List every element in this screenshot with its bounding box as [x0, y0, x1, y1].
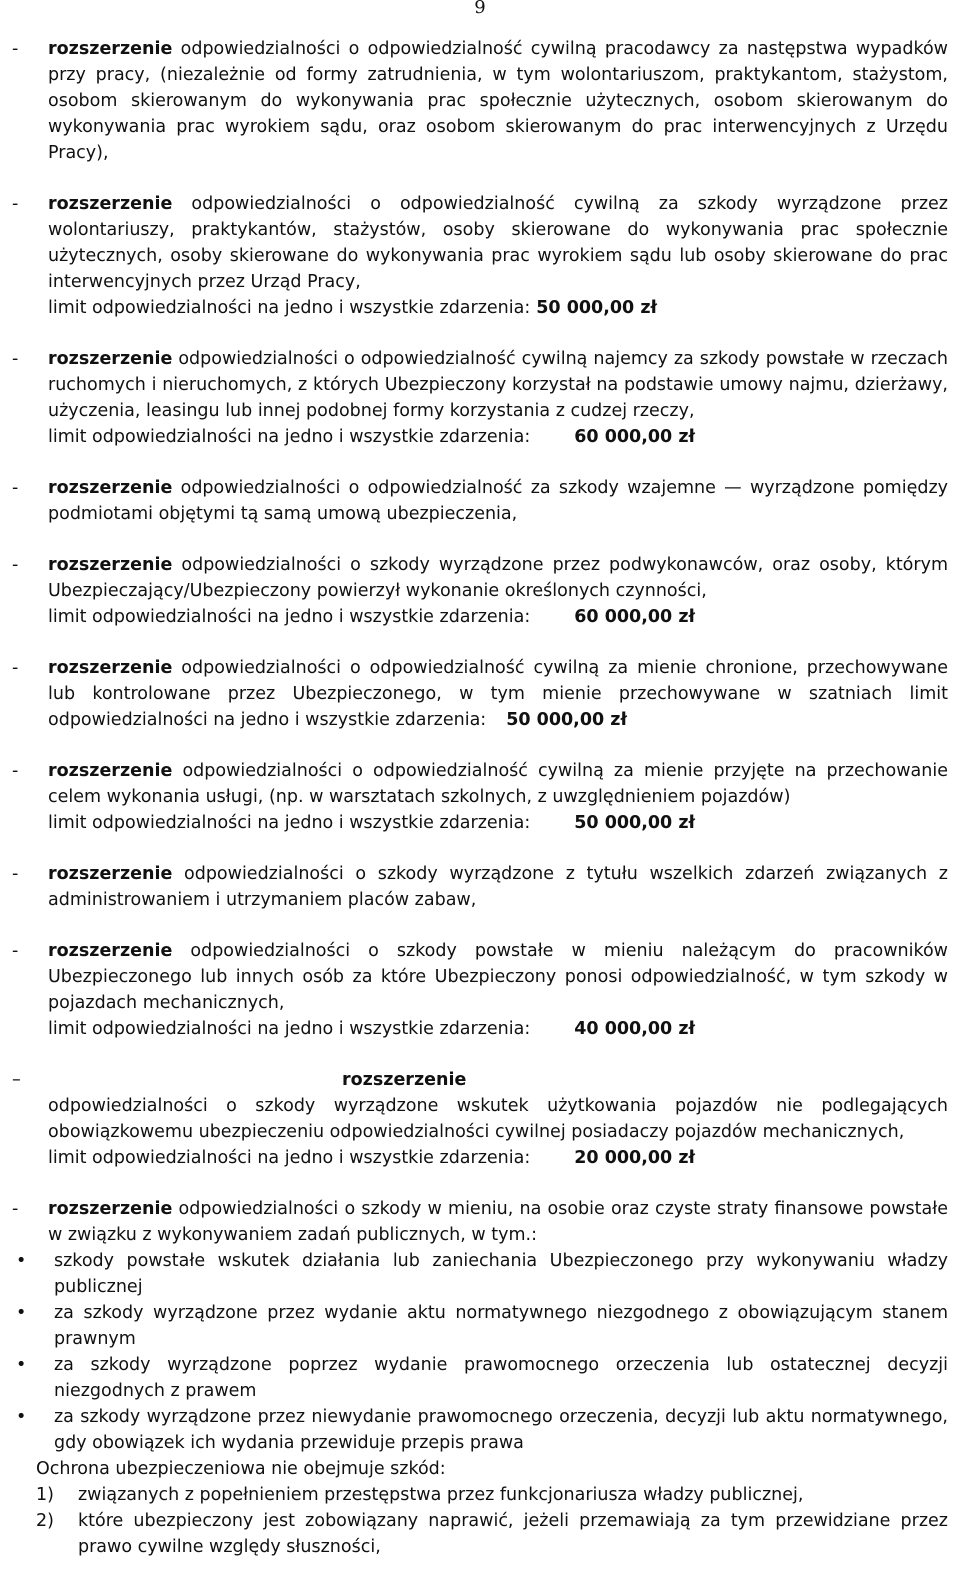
limit-line [48, 604, 948, 630]
list-item [12, 552, 948, 630]
dash-marker: - [12, 194, 19, 214]
dash-marker: - [12, 658, 19, 678]
list-item [12, 191, 948, 321]
entry-text: odpowiedzialności o odpowiedzialność cywilną pracodawcy za następstwa wypadków przy pracy, (niezależnie od formy zatrudnienia, w tym wolontariuszom, praktykantom, stażystom, osobom skierowanym do wykonywania prac społecznie użytecznych, osobom skierowanym do wykonywania prac wyrokiem sądu, oraz osobom skierowanym do prac interwencyjnych z Urzędu Pracy), [48, 39, 948, 163]
entry-text: odpowiedzialności o szkody w mieniu, na osobie oraz czyste straty finansowe powstałe w związku z wykonywaniem zadań publicznych, w tym.: [48, 1199, 948, 1245]
entry-text: odpowiedzialności o szkody wyrządzone z tytułu wszelkich zdarzeń związanych z administrowaniem i utrzymaniem placów zabaw, [48, 864, 948, 910]
document-body [12, 36, 948, 1560]
limit-line [48, 810, 948, 836]
keyword: rozszerzenie [48, 658, 173, 678]
dash-marker: - [12, 864, 19, 884]
list-item [12, 861, 948, 913]
dash-marker: - [12, 39, 19, 59]
entry-text: odpowiedzialności o odpowiedzialność cywilną za mienie chronione, przechowywane lub kontrolowane przez Ubezpieczonego, w tym mienie przechowywane w szatniach [48, 658, 948, 704]
list-item [12, 36, 948, 166]
limit-amount: 50 000,00 zł [574, 813, 695, 833]
list-item [12, 655, 948, 733]
entry-text: odpowiedzialności o szkody powstałe w mieniu należącym do pracowników Ubezpieczonego lub innych osób za które Ubezpieczony ponosi odpowiedzialność, w tym szkody w pojazdach mechanicznych, [48, 941, 948, 1013]
limit-label: limit odpowiedzialności na jedno i wszystkie zdarzenia: [48, 684, 948, 730]
entry-text: odpowiedzialności o odpowiedzialność cywilną za mienie przyjęte na przechowanie celem wykonania usługi, (np. w warsztatach szkolnych, z uwzględnieniem pojazdów) [48, 761, 948, 807]
dash-marker: - [12, 761, 19, 781]
limit-line [48, 295, 948, 321]
keyword: rozszerzenie [48, 478, 173, 498]
list-item [12, 475, 948, 527]
exclusion-item [36, 1482, 948, 1508]
list-item [12, 938, 948, 1042]
bullet-item: • za szkody wyrządzone poprzez wydanie prawomocnego orzeczenia lub ostatecznej decyzji niezgodnych z prawem [12, 1352, 948, 1404]
limit-amount: 50 000,00 zł [506, 710, 627, 730]
limit-amount: 40 000,00 zł [574, 1019, 695, 1039]
limit-amount: 60 000,00 zł [574, 427, 695, 447]
dash-marker: - [12, 941, 19, 961]
dash-marker: – [12, 1070, 21, 1090]
limit-label: limit odpowiedzialności na jedno i wszystkie zdarzenia: [48, 298, 531, 318]
exclusion-item [36, 1508, 948, 1560]
keyword: rozszerzenie [48, 194, 173, 214]
entry-text: odpowiedzialności o szkody wyrządzone przez podwykonawców, oraz osoby, którym Ubezpieczający/Ubezpieczony powierzył wykonanie określonych czynności, [48, 555, 948, 601]
entry-text: odpowiedzialności o odpowiedzialność cywilną za szkody wyrządzone przez wolontariuszy, praktykantów, stażystów, osoby skierowane do wykonywania prac społecznie użytecznych, osoby skierowane do wykonywania prac wyrokiem sądu lub osoby skierowane do prac interwencyjnych przez Urząd Pracy, [48, 194, 948, 292]
keyword: rozszerzenie [48, 1199, 173, 1219]
keyword: rozszerzenie [48, 349, 173, 369]
entry-text: odpowiedzialności o odpowiedzialność cywilną najemcy za szkody powstałe w rzeczach ruchomych i nieruchomych, z których Ubezpieczony korzystał na podstawie umowy najmu, dzierżawy, użyczenia, leasingu lub innej podobnej formy korzystania z cudzej rzeczy, [48, 349, 948, 421]
limit-line [48, 1016, 948, 1042]
dash-marker: - [12, 349, 19, 369]
bullet-item: • za szkody wyrządzone przez niewydanie prawomocnego orzeczenia, decyzji lub aktu normatywnego, gdy obowiązek ich wydania przewiduje przepis prawa [12, 1404, 948, 1456]
limit-line [48, 1145, 948, 1171]
entry-text: odpowiedzialności o szkody wyrządzone wskutek użytkowania pojazdów nie podlegających obowiązkowemu ubezpieczeniu odpowiedzialności cywilnej posiadaczy pojazdów mechanicznych, [48, 1096, 948, 1142]
limit-amount: 50 000,00 zł [536, 298, 657, 318]
list-item [12, 758, 948, 836]
list-item [12, 1196, 948, 1456]
page-number: 9 [474, 0, 486, 18]
bullet-item: • szkody powstałe wskutek działania lub zaniechania Ubezpieczonego przy wykonywaniu władzy publicznej [12, 1248, 948, 1300]
dash-marker: - [12, 478, 19, 498]
dash-marker: - [12, 555, 19, 575]
keyword: rozszerzenie [48, 555, 173, 575]
list-item [12, 1067, 948, 1171]
exclusions-list [12, 1482, 948, 1560]
bullet-list [12, 1248, 948, 1456]
keyword: rozszerzenie [48, 941, 173, 961]
bullet-item: • za szkody wyrządzone przez wydanie aktu normatywnego niezgodnego z obowiązującym stanem prawnym [12, 1300, 948, 1352]
limit-label: limit odpowiedzialności na jedno i wszystkie zdarzenia: [48, 813, 531, 833]
keyword: rozszerzenie [342, 1070, 467, 1090]
keyword: rozszerzenie [48, 39, 173, 59]
limit-label: limit odpowiedzialności na jedno i wszystkie zdarzenia: [48, 607, 531, 627]
keyword: rozszerzenie [48, 761, 173, 781]
dash-marker: - [12, 1199, 19, 1219]
limit-amount: 60 000,00 zł [574, 607, 695, 627]
exclusion-text: które ubezpieczony jest zobowiązany naprawić, jeżeli przemawiają za tym przewidziane przez prawo cywilne względy słuszności, [78, 1511, 948, 1557]
exclusion-text: związanych z popełnieniem przestępstwa przez funkcjonariusza władzy publicznej, [78, 1485, 804, 1505]
entry-text: odpowiedzialności o odpowiedzialność za szkody wzajemne — wyrządzone pomiędzy podmiotami objętymi tą samą umową ubezpieczenia, [48, 478, 948, 524]
limit-line [48, 424, 948, 450]
limit-label: limit odpowiedzialności na jedno i wszystkie zdarzenia: [48, 1148, 531, 1168]
limit-label: limit odpowiedzialności na jedno i wszystkie zdarzenia: [48, 427, 531, 447]
exclusion-number: 1) [36, 1485, 54, 1505]
limit-amount: 20 000,00 zł [574, 1148, 695, 1168]
exclusions-title: Ochrona ubezpieczeniowa nie obejmuje szkód: [36, 1459, 446, 1479]
limit-label: limit odpowiedzialności na jedno i wszystkie zdarzenia: [48, 1019, 531, 1039]
entry-first-line [12, 1067, 948, 1093]
exclusion-number: 2) [36, 1511, 54, 1531]
keyword: rozszerzenie [48, 864, 173, 884]
list-item [12, 346, 948, 450]
